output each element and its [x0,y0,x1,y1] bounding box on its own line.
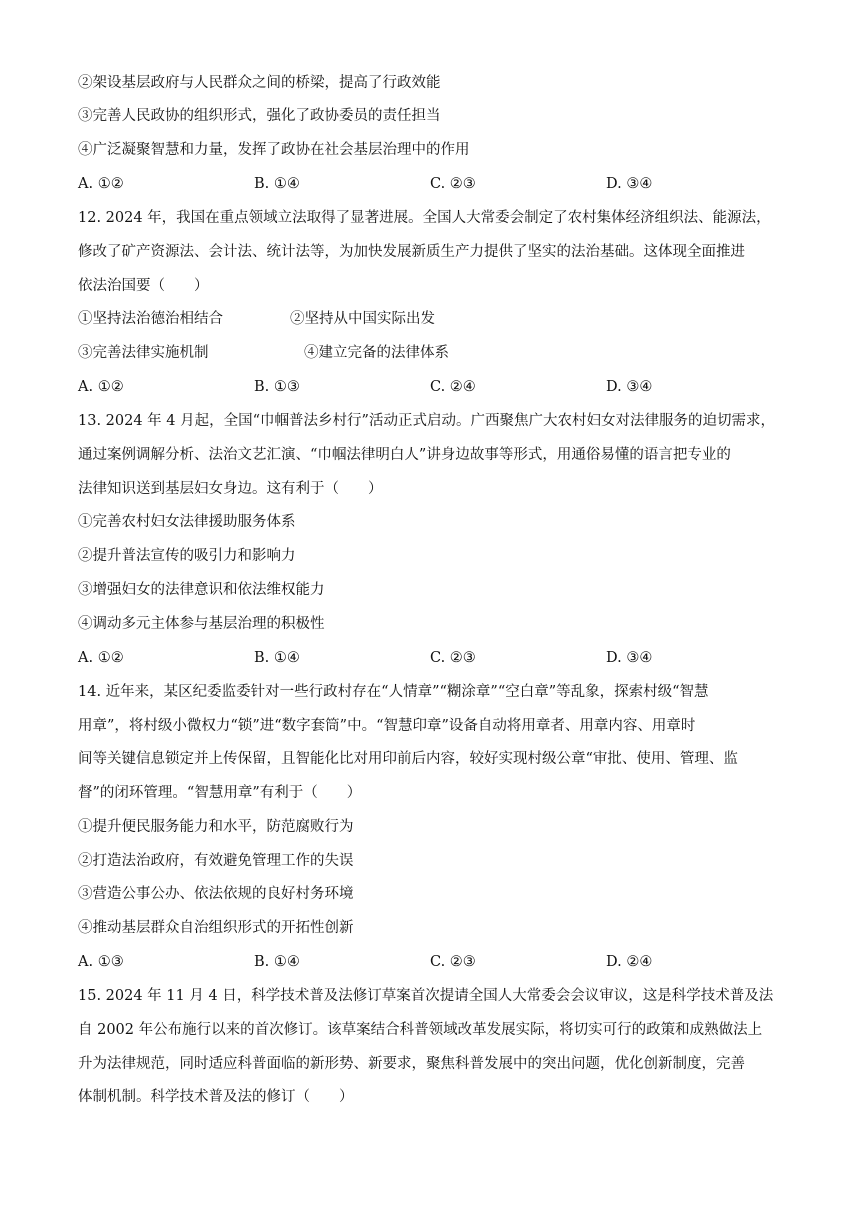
q13-stem-line-3: 法律知识送到基层妇女身边。这有利于（ ） [78,481,383,497]
q13-statement-2: ②提升普法宣传的吸引力和影响力 [78,548,296,564]
q13-statement-1: ①完善农村妇女法律援助服务体系 [78,514,296,530]
q12-statement-1: ①坚持法治德治相结合 [78,311,223,327]
q15-stem-line-1: 15. 2024 年 11 月 4 日，科学技术普及法修订草案首次提请全国人大常委会会议审议，这是科学技术普及法 [78,988,774,1004]
statement-3: ③完善人民政协的组织形式，强化了政协委员的责任担当 [78,108,441,124]
q13-option-a: A. ①② [78,650,124,666]
q14-statement-4: ④推动基层群众自治组织形式的开拓性创新 [78,920,354,936]
q12-option-c: C. ②④ [430,379,476,395]
q14-option-a: A. ①③ [78,954,124,970]
q13-stem-line-2: 通过案例调解分析、法治文艺汇演、“巾帼法律明白人”讲身边故事等形式，用通俗易懂的语言把专业的 [78,447,731,463]
q15-stem-line-2: 自 2002 年公布施行以来的首次修订。该草案结合科普领域改革发展实际，将切实可行的政策和成熟做法上 [78,1022,763,1038]
q12-option-d: D. ③④ [606,379,653,395]
q15-stem-line-4: 体制机制。科学技术普及法的修订（ ） [78,1089,354,1105]
q14-option-d: D. ②④ [606,954,653,970]
q12-option-a: A. ①② [78,379,124,395]
q12-stem-line-3: 依法治国要（ ） [78,278,209,294]
q12-stem-line-2: 修改了矿产资源法、会计法、统计法等，为加快发展新质生产力提供了坚实的法治基础。这体现全面推进 [78,244,745,260]
q14-option-b: B. ①④ [254,954,300,970]
statement-2: ②架设基层政府与人民群众之间的桥梁，提高了行政效能 [78,75,441,91]
statement-4: ④广泛凝聚智慧和力量，发挥了政协在社会基层治理中的作用 [78,142,470,158]
q12-statement-4: ④建立完备的法律体系 [304,345,449,361]
q14-stem-line-2: 用章”，将村级小微权力“锁”进“数字套筒”中。“智慧印章”设备自动将用章者、用章内容、用章时 [78,718,696,734]
q13-option-b: B. ①④ [254,650,300,666]
option-a: A. ①② [78,176,124,192]
q12-statement-2: ②坚持从中国实际出发 [290,311,435,327]
q14-statement-2: ②打造法治政府，有效避免管理工作的失误 [78,853,354,869]
option-b: B. ①④ [254,176,300,192]
q14-option-c: C. ②③ [430,954,476,970]
option-c: C. ②③ [430,176,476,192]
q14-statement-3: ③营造公事公办、依法依规的良好村务环境 [78,886,354,902]
q14-statement-1: ①提升便民服务能力和水平，防范腐败行为 [78,819,354,835]
q15-stem-line-3: 升为法律规范，同时适应科普面临的新形势、新要求，聚焦科普发展中的突出问题，优化创新制度，完善 [78,1056,745,1072]
q12-option-b: B. ①③ [254,379,300,395]
q13-option-c: C. ②③ [430,650,476,666]
q13-statement-3: ③增强妇女的法律意识和依法维权能力 [78,582,325,598]
q13-statement-4: ④调动多元主体参与基层治理的积极性 [78,616,325,632]
q14-stem-line-3: 间等关键信息锁定并上传保留，且智能化比对用印前后内容，较好实现村级公章“审批、使用、管理、监 [78,751,738,767]
q12-stem-line-1: 12. 2024 年，我国在重点领域立法取得了显著进展。全国人大常委会制定了农村集体经济组织法、能源法， [78,210,771,226]
q13-option-d: D. ③④ [606,650,653,666]
q14-stem-line-1: 14. 近年来，某区纪委监委针对一些行政村存在“人情章”“糊涂章”“空白章”等乱象，探索村级“智慧 [78,684,709,700]
option-d: D. ③④ [606,176,653,192]
q14-stem-line-4: 督”的闭环管理。“智慧用章”有利于（ ） [78,785,362,801]
q12-statement-3: ③完善法律实施机制 [78,345,209,361]
q13-stem-line-1: 13. 2024 年 4 月起，全国“巾帼普法乡村行”活动正式启动。广西聚焦广大农村妇女对法律服务的迫切需求， [78,413,775,429]
